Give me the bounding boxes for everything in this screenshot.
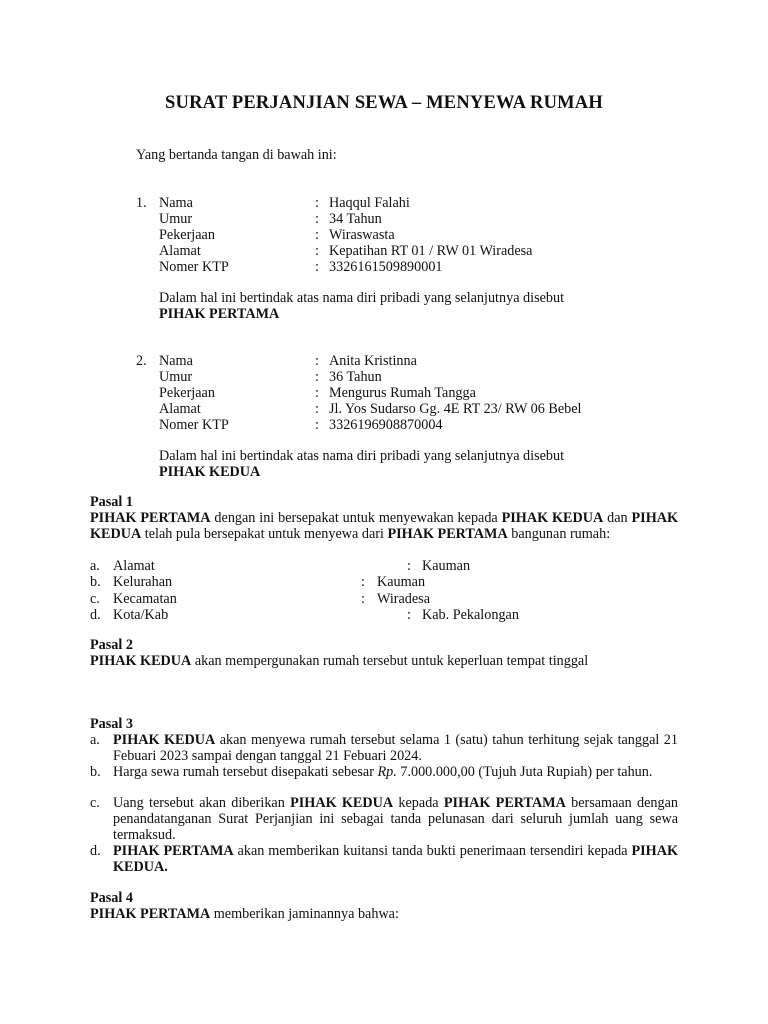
pasal-4-body [90, 906, 678, 922]
field-value: 36 Tahun [329, 369, 382, 385]
document-title: SURAT PERJANJIAN SEWA – MENYEWA RUMAH [165, 93, 603, 113]
pasal-1-text: bangunan rumah: [511, 526, 611, 542]
field-value: Wiraswasta [329, 227, 395, 243]
item-label: Kecamatan [113, 591, 177, 607]
field-colon: : [315, 243, 319, 259]
term-pihak-kedua: PIHAK KEDUA [290, 795, 394, 811]
item-colon: : [407, 607, 411, 623]
item-c-text: Uang tersebut akan diberikan [113, 795, 285, 811]
party-2-field-pekerjaan [0, 385, 768, 401]
party-2-field-ktp [0, 417, 768, 433]
field-label: Nomer KTP [159, 259, 229, 275]
item-value: Wiradesa [377, 591, 430, 607]
party-2-field-umur [0, 369, 768, 385]
item-label: Kelurahan [113, 574, 173, 590]
field-value: Jl. Yos Sudarso Gg. 4E RT 23/ RW 06 Bebel [329, 401, 582, 417]
field-label: Nama [159, 353, 193, 369]
pasal-4-heading: Pasal 4 [90, 890, 133, 906]
field-colon: : [315, 401, 319, 417]
item-letter: c. [90, 591, 100, 607]
field-label: Alamat [159, 243, 201, 259]
item-label: Alamat [113, 558, 155, 574]
pasal-2-text: akan mempergunakan rumah tersebut untuk keperluan tempat tinggal [194, 653, 589, 669]
pasal-1-item-a [0, 558, 768, 574]
party-1-field-pekerjaan [0, 227, 768, 243]
pasal-1-text: dengan ini bersepakat untuk menyewakan kepada [214, 510, 498, 526]
item-c-text: bersamaan dengan penandatanganan Surat Perjanjian ini sebagai tanda pelunasan dari seluruh jumlah uang sewa termaksud. [113, 795, 679, 843]
item-text [113, 732, 678, 764]
statement-text: Dalam hal ini bertindak atas nama diri pribadi yang selanjutnya disebut [159, 448, 565, 464]
field-value: 3326161509890001 [329, 259, 443, 275]
party-1-field-umur [0, 211, 768, 227]
pasal-1-heading: Pasal 1 [90, 494, 133, 510]
term-pihak-kedua: PIHAK KEDUA [90, 510, 679, 542]
term-pihak-pertama: PIHAK PERTAMA [90, 510, 211, 526]
field-label: Pekerjaan [159, 385, 215, 401]
field-colon: : [315, 227, 319, 243]
item-d-text: akan memberikan kuitansi tanda bukti penerimaan tersendiri kepada [237, 843, 628, 859]
pasal-1-body [90, 510, 678, 542]
field-value: Anita Kristinna [329, 353, 417, 369]
item-letter: b. [90, 764, 101, 780]
field-label: Umur [159, 211, 193, 227]
party-2-designation: PIHAK KEDUA [159, 464, 261, 480]
item-letter: b. [90, 574, 101, 590]
field-colon: : [315, 195, 319, 211]
pasal-3-heading: Pasal 3 [90, 716, 133, 732]
item-text [113, 795, 678, 843]
party-1-field-nama [0, 195, 768, 211]
term-kedua: KEDUA [552, 510, 604, 526]
term-pertama: PERTAMA [437, 526, 508, 542]
field-colon: : [315, 369, 319, 385]
item-value: Kauman [422, 558, 471, 574]
term-pihak-kedua-end: PIHAK KEDUA. [113, 843, 678, 875]
item-colon: : [361, 574, 365, 590]
item-text [113, 843, 678, 875]
field-label: Alamat [159, 401, 201, 417]
field-label: Nomer KTP [159, 417, 229, 433]
currency-rp: Rp. [377, 764, 397, 780]
pasal-1-text: dan [607, 510, 628, 526]
item-value: Kauman [377, 574, 426, 590]
term-pihak-pertama: PIHAK PERTAMA [90, 906, 211, 922]
field-value: Kepatihan RT 01 / RW 01 Wiradesa [329, 243, 533, 259]
party-2-statement [159, 448, 678, 480]
field-value: Haqqul Falahi [329, 195, 410, 211]
field-colon: : [315, 353, 319, 369]
item-text [113, 764, 678, 780]
field-colon: : [315, 417, 319, 433]
field-label: Pekerjaan [159, 227, 215, 243]
item-colon: : [361, 591, 365, 607]
party-2-field-nama [0, 353, 768, 369]
statement-text: Dalam hal ini bertindak atas nama diri pribadi yang selanjutnya disebut [159, 290, 565, 306]
party-1-number: 1. [136, 195, 147, 211]
item-letter: d. [90, 607, 101, 623]
field-colon: : [315, 259, 319, 275]
item-colon: : [407, 558, 411, 574]
party-1-field-alamat [0, 243, 768, 259]
item-value: Kab. Pekalongan [422, 607, 519, 623]
term-pihak-kedua: PIHAK KEDUA [90, 653, 192, 669]
term-pihak: PIHAK [387, 526, 434, 542]
item-letter: a. [90, 558, 100, 574]
pasal-1-item-b [0, 574, 768, 590]
field-label: Nama [159, 195, 193, 211]
field-value: Mengurus Rumah Tangga [329, 385, 476, 401]
item-b-text: 7.000.000,00 (Tujuh Juta Rupiah) per tahun. [400, 764, 653, 780]
item-letter: d. [90, 843, 101, 859]
pasal-1-item-c [0, 591, 768, 607]
term-pihak-pertama: PIHAK PERTAMA [443, 795, 566, 811]
party-1-statement [159, 290, 678, 322]
item-label: Kota/Kab [113, 607, 169, 623]
party-2-number: 2. [136, 353, 147, 369]
item-b-text: Harga sewa rumah tersebut disepakati sebesar [113, 764, 374, 780]
field-value: 34 Tahun [329, 211, 382, 227]
item-a-text: akan menyewa rumah tersebut selama 1 (satu) tahun terhitung sejak tanggal 21 Febuari 2023 sampai dengan tanggal 21 Febuari 2024. [113, 732, 678, 764]
term-pihak-pertama: PIHAK PERTAMA [113, 843, 234, 859]
pasal-2-heading: Pasal 2 [90, 637, 133, 653]
field-colon: : [315, 385, 319, 401]
field-value: 3326196908870004 [329, 417, 443, 433]
item-letter: a. [90, 732, 100, 748]
party-1-designation: PIHAK PERTAMA [159, 306, 280, 322]
pasal-4-text: memberikan jaminannya bahwa: [213, 906, 399, 922]
field-colon: : [315, 211, 319, 227]
term-pihak-kedua: PIHAK KEDUA [113, 732, 216, 748]
party-2-field-alamat [0, 401, 768, 417]
pasal-1-item-d [0, 607, 768, 623]
term-pihak: PIHAK [501, 510, 549, 526]
intro-text: Yang bertanda tangan di bawah ini: [136, 147, 337, 163]
pasal-2-body [90, 653, 678, 669]
item-letter: c. [90, 795, 100, 811]
party-1-field-ktp [0, 259, 768, 275]
field-label: Umur [159, 369, 193, 385]
item-c-text: kepada [398, 795, 439, 811]
pasal-1-text: telah pula bersepakat untuk menyewa dari [144, 526, 384, 542]
